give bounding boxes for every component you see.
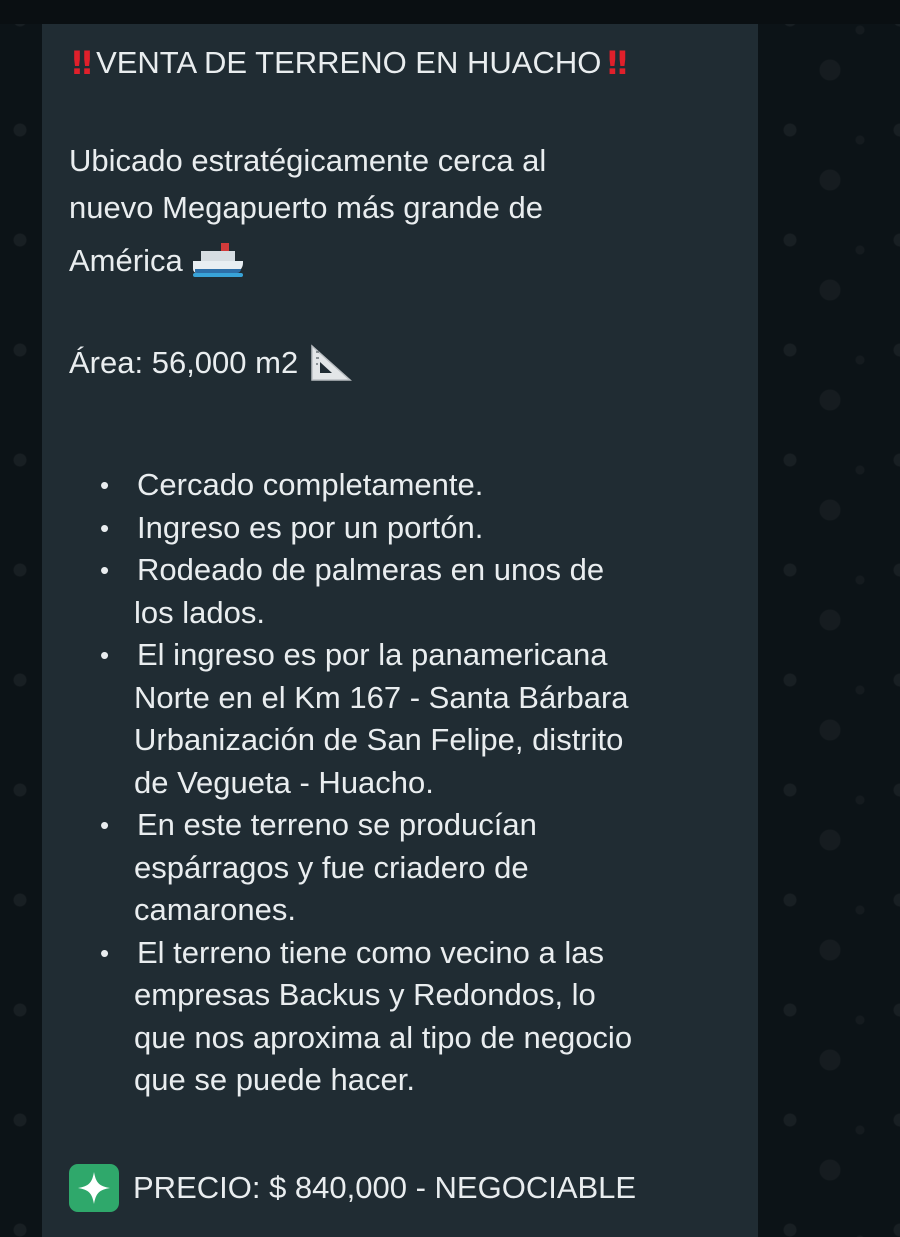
ship-icon xyxy=(193,243,243,277)
top-edge xyxy=(0,0,900,24)
feature-line: Ingreso es por un portón. xyxy=(137,509,484,545)
feature-line: En este terreno se producían xyxy=(137,807,537,842)
triangular-ruler-icon xyxy=(308,342,354,384)
sparkle-icon xyxy=(69,1164,119,1212)
bullet-icon: • xyxy=(100,937,110,968)
area-text: Área: 56,000 m2 xyxy=(69,345,299,380)
intro-line: nuevo Megapuerto más grande de xyxy=(69,190,543,225)
feature-line: los lados. xyxy=(134,594,265,630)
feature-line: de Vegueta - Huacho. xyxy=(134,764,434,800)
message-title xyxy=(72,42,623,85)
intro-line: América xyxy=(69,243,183,278)
bullet-icon: • xyxy=(100,810,110,840)
feature-line: Urbanización de San Felipe, distrito xyxy=(134,722,624,757)
intro-line: Ubicado estratégicamente cerca al xyxy=(69,143,547,178)
intro-paragraph xyxy=(69,140,709,287)
list-item xyxy=(100,932,720,1102)
title-text: VENTA DE TERRENO EN HUACHO xyxy=(96,45,602,80)
list-item xyxy=(100,804,720,932)
bullet-icon: • xyxy=(100,555,110,585)
price-text: PRECIO: $ 840,000 - NEGOCIABLE xyxy=(133,1169,637,1205)
feature-line: espárragos y fue criadero de xyxy=(134,849,529,885)
list-item xyxy=(100,549,720,634)
bullet-icon: • xyxy=(100,470,110,500)
list-item xyxy=(100,507,720,550)
double-exclamation-icon: ‼ xyxy=(72,44,89,82)
feature-line: que nos aproxima al tipo de negocio xyxy=(134,1019,633,1055)
list-item xyxy=(100,634,720,804)
bullet-icon: • xyxy=(100,512,110,543)
feature-line: El ingreso es por la panamericana xyxy=(137,637,608,672)
feature-line: que se puede hacer. xyxy=(134,1062,415,1097)
feature-line: Norte en el Km 167 - Santa Bárbara xyxy=(134,679,629,715)
feature-line: camarones. xyxy=(134,892,296,927)
feature-line: El terreno tiene como vecino a las xyxy=(137,934,604,970)
feature-line: Cercado completamente. xyxy=(137,467,484,502)
message-bubble[interactable] xyxy=(42,24,758,1237)
bullet-icon: • xyxy=(100,640,110,670)
feature-line: empresas Backus y Redondos, lo xyxy=(134,977,596,1012)
area-line xyxy=(69,342,354,385)
price-line xyxy=(69,1164,636,1212)
double-exclamation-icon: ‼ xyxy=(607,44,624,82)
feature-line: Rodeado de palmeras en unos de xyxy=(137,552,605,587)
features-list xyxy=(100,464,720,1102)
list-item xyxy=(100,464,720,507)
